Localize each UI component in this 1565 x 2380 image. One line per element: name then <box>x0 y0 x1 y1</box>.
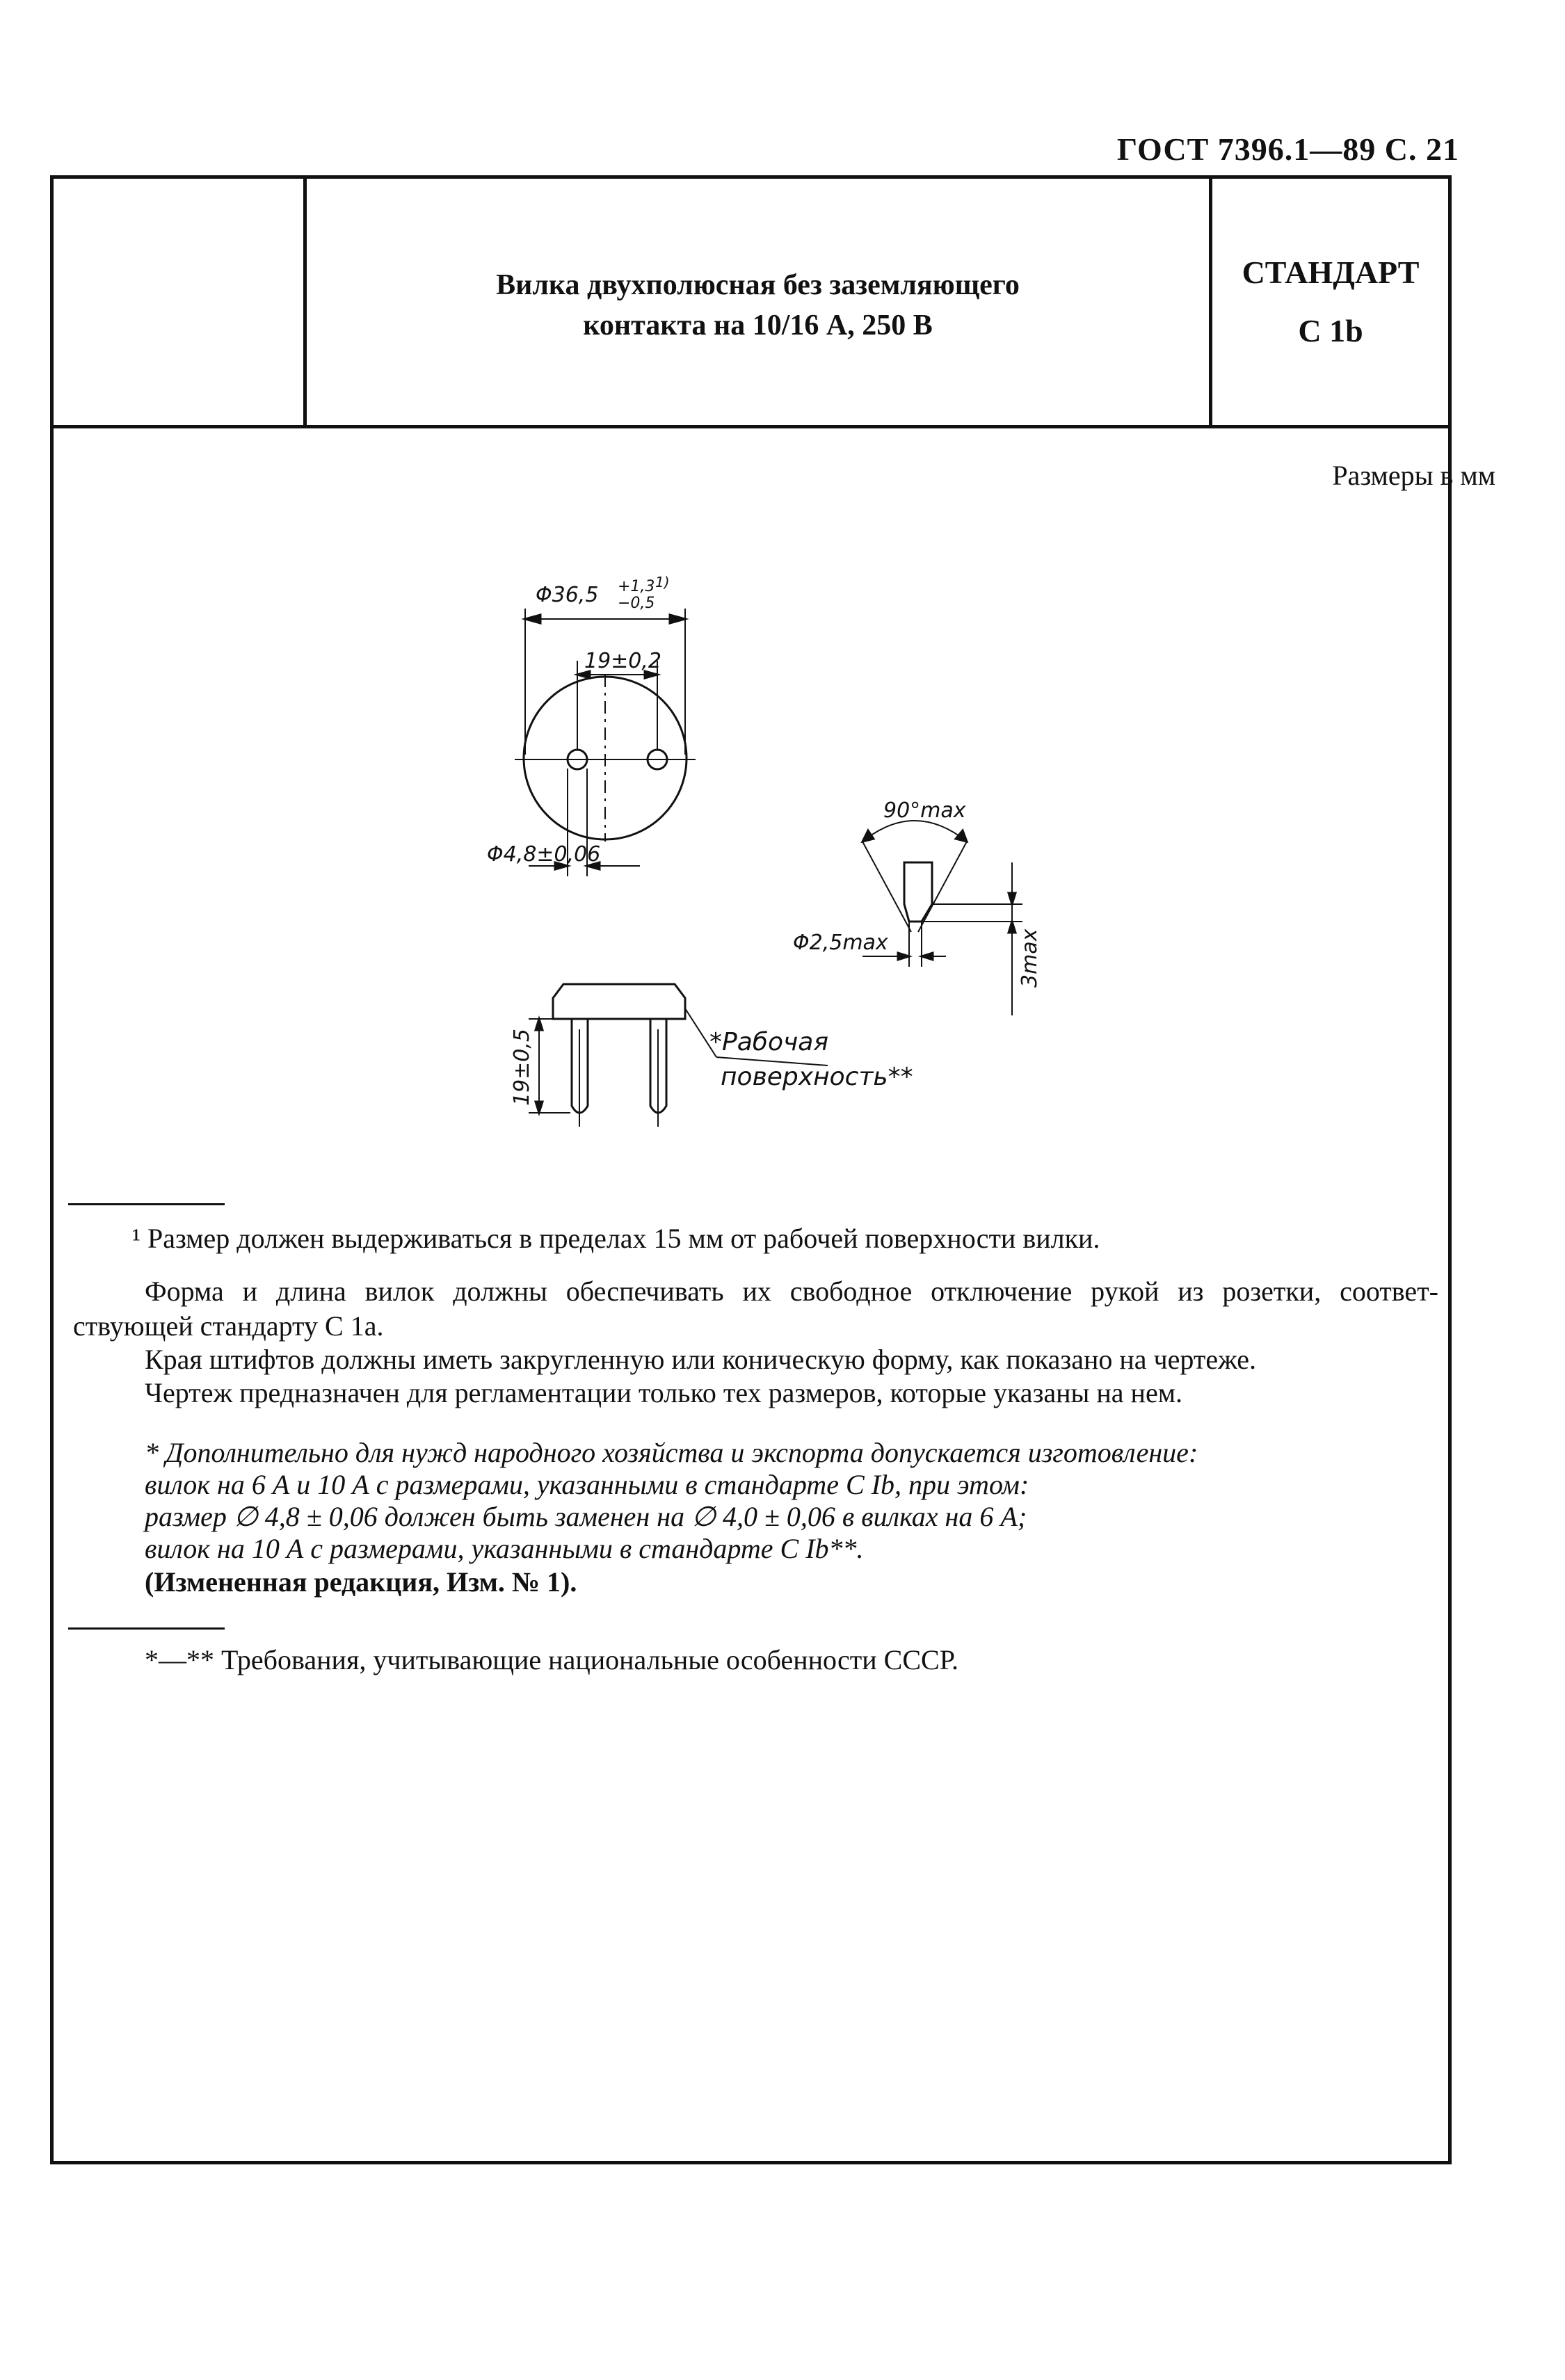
standard-cell <box>1212 179 1449 425</box>
paragraph-2: Края штифтов должны иметь закругленную или коническую форму, как показано на чертеже. <box>145 1344 1256 1375</box>
dim-outer-diameter: Φ36,5 <box>536 583 599 607</box>
addendum-line-1: * Дополнительно для нужд народного хозяйства и экспорта допускается изготовление: <box>145 1437 1198 1468</box>
title-block-empty-cell <box>54 179 307 425</box>
dim-tip-diameter: Φ2,5max <box>793 931 888 955</box>
addendum-amendment: (Измененная редакция, Изм. № 1). <box>145 1566 577 1598</box>
paragraph-1-line-2: ствующей стандарту С 1а. <box>73 1310 384 1342</box>
title-line-1: Вилка двухполюсная без заземляющего <box>496 269 1020 301</box>
footnote-2: *—** Требования, учитывающие национальные особенности СССР. <box>145 1644 958 1675</box>
dim-pin-diameter: Φ4,8±0,06 <box>487 842 601 867</box>
document-frame <box>50 175 1452 2164</box>
standard-label: СТАНДАРТ <box>1242 255 1420 290</box>
dim-outer-tol-minus: −0,5 <box>618 595 655 612</box>
title-cell <box>307 179 1212 425</box>
working-surface-label-2: поверхность** <box>721 1063 913 1091</box>
standard-code: C 1b <box>1298 313 1363 348</box>
title-block <box>54 179 1448 428</box>
dim-outer-footnote: 1) <box>655 574 670 590</box>
working-surface-label-1: *Рабочая <box>709 1028 828 1056</box>
dim-angle: 90°max <box>883 798 966 823</box>
dim-pin-spacing: 19±0,2 <box>584 649 662 673</box>
addendum-line-3: размер ∅ 4,8 ± 0,06 должен быть заменен на ∅ 4,0 ± 0,06 в вилках на 6 А; <box>145 1501 1027 1532</box>
sizes-note: Размеры в мм <box>1332 460 1495 491</box>
plug-drawing <box>487 570 1085 1141</box>
footnote-1: ¹ Размер должен выдерживаться в пределах 15 мм от рабочей поверхности вилки. <box>132 1223 1100 1254</box>
addendum-line-2: вилок на 6 А и 10 А с размерами, указанными в стандарте С Ib, при этом: <box>145 1469 1029 1500</box>
dim-outer-tol-plus: +1,3 <box>618 578 655 595</box>
paragraph-3: Чертеж предназначен для регламентации только тех размеров, которые указаны на нем. <box>145 1377 1183 1408</box>
footnote-rule-2 <box>68 1627 225 1630</box>
dim-tip-length: 3max <box>1018 928 1042 988</box>
footnote-rule-1 <box>68 1203 225 1205</box>
title-line-2: контакта на 10/16 А, 250 В <box>583 309 933 341</box>
dim-pin-length: 19±0,5 <box>510 1028 534 1106</box>
page-header: ГОСТ 7396.1—89 С. 21 <box>1116 131 1459 167</box>
pin-tip-shape <box>904 862 932 922</box>
paragraph-1-line-1: Форма и длина вилок должны обеспечивать их свободное отключение рукой из розетки, соответ- <box>145 1276 1438 1307</box>
plug-body-side <box>553 984 685 1019</box>
addendum-line-4: вилок на 10 А с размерами, указанными в стандарте С Ib**. <box>145 1533 864 1564</box>
